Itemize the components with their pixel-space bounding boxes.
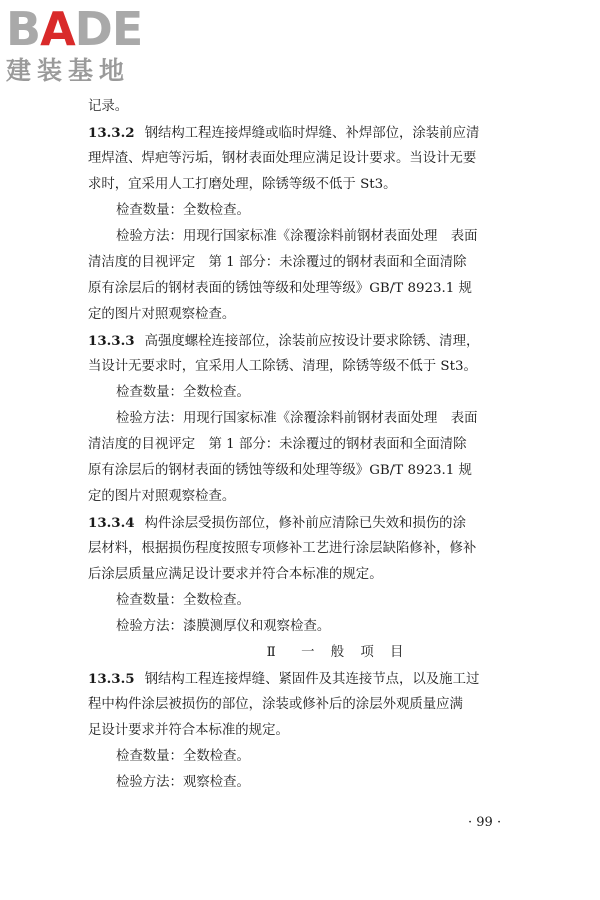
clause-number: 13.3.3 xyxy=(88,333,135,349)
text-line xyxy=(88,458,528,484)
line-text: 高强度螺栓连接部位，涂装前应按设计要求除锈、清理， xyxy=(144,334,480,349)
line-text: 清洁度的目视评定 第 1 部分：未涂覆过的钢材表面和全面清除 xyxy=(88,437,467,452)
document-body xyxy=(88,94,528,796)
text-line xyxy=(88,744,528,770)
text-line xyxy=(88,172,528,198)
text-line xyxy=(88,276,528,302)
text-line xyxy=(88,718,528,744)
text-line xyxy=(88,354,528,380)
line-text: 检验方法：观察检查。 xyxy=(116,775,250,790)
text-line xyxy=(88,484,528,510)
text-line xyxy=(88,94,528,120)
line-text: 原有涂层后的钢材表面的锈蚀等级和处理等级》GB/T 8923.1 规 xyxy=(88,463,472,478)
line-text: 定的图片对照观察检查。 xyxy=(88,307,236,322)
text-line xyxy=(88,770,528,796)
line-text: 检验方法：用现行国家标准《涂覆涂料前钢材表面处理 表面 xyxy=(116,411,478,426)
line-text: 检验方法：漆膜测厚仪和观察检查。 xyxy=(116,619,331,634)
line-text: 检查数量：全数检查。 xyxy=(116,593,250,608)
clause-number: 13.3.4 xyxy=(88,515,135,531)
line-text: 检验方法：用现行国家标准《涂覆涂料前钢材表面处理 表面 xyxy=(116,229,478,244)
section-heading xyxy=(88,640,528,666)
text-line xyxy=(88,146,528,172)
line-text: 后涂层质量应满足设计要求并符合本标准的规定。 xyxy=(88,567,383,582)
line-text: 理焊渣、焊疤等污垢，钢材表面处理应满足设计要求。当设计无要 xyxy=(88,151,477,166)
page-number: · 99 · xyxy=(468,815,502,830)
line-text: 检查数量：全数检查。 xyxy=(116,749,250,764)
text-line xyxy=(88,432,528,458)
logo-subtitle: 建装基地 xyxy=(6,56,131,85)
clause-line xyxy=(88,510,528,536)
line-text: 程中构件涂层被损伤的部位，涂装或修补后的涂层外观质量应满 xyxy=(88,697,463,712)
logo-a: A xyxy=(40,2,75,56)
text-line xyxy=(88,302,528,328)
logo-de: DE xyxy=(74,2,143,56)
text-line xyxy=(88,562,528,588)
line-text: 层材料，根据损伤程度按照专项修补工艺进行涂层缺陷修补，修补 xyxy=(88,541,477,556)
logo-b: B xyxy=(6,2,41,56)
clause-number: 13.3.2 xyxy=(88,125,135,141)
line-text: 清洁度的目视评定 第 1 部分：未涂覆过的钢材表面和全面清除 xyxy=(88,255,467,270)
clause-line xyxy=(88,120,528,146)
clause-number: 13.3.5 xyxy=(88,671,135,687)
line-text: 求时，宜采用人工打磨处理，除锈等级不低于 St3。 xyxy=(88,177,397,192)
text-line xyxy=(88,198,528,224)
line-text: 足设计要求并符合本标准的规定。 xyxy=(88,723,289,738)
text-line xyxy=(88,224,528,250)
line-text: 检查数量：全数检查。 xyxy=(116,203,250,218)
line-text: Ⅱ 一 般 项 目 xyxy=(266,645,410,660)
line-text: 检查数量：全数检查。 xyxy=(116,385,250,400)
line-text: 钢结构工程连接焊缝或临时焊缝、补焊部位，涂装前应清 xyxy=(144,126,480,141)
logo-wordmark xyxy=(6,4,176,54)
text-line xyxy=(88,614,528,640)
line-text: 记录。 xyxy=(88,99,129,114)
text-line xyxy=(88,406,528,432)
clause-line xyxy=(88,666,528,692)
line-text: 钢结构工程连接焊缝、紧固件及其连接节点，以及施工过 xyxy=(144,672,480,687)
line-text: 定的图片对照观察检查。 xyxy=(88,489,236,504)
text-line xyxy=(88,588,528,614)
text-line xyxy=(88,250,528,276)
logo xyxy=(6,4,176,94)
text-line xyxy=(88,380,528,406)
line-text: 构件涂层受损伤部位，修补前应清除已失效和损伤的涂 xyxy=(144,516,466,531)
text-line xyxy=(88,536,528,562)
clause-line xyxy=(88,328,528,354)
line-text: 原有涂层后的钢材表面的锈蚀等级和处理等级》GB/T 8923.1 规 xyxy=(88,281,472,296)
text-line xyxy=(88,692,528,718)
line-text: 当设计无要求时，宜采用人工除锈、清理，除锈等级不低于 St3。 xyxy=(88,359,477,374)
